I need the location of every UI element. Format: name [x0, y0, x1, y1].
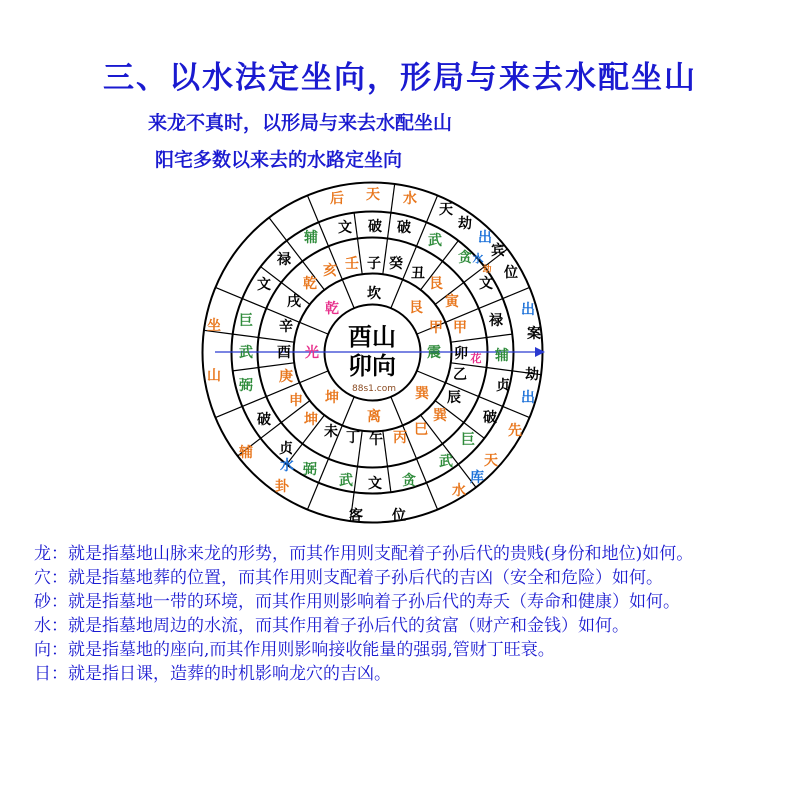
ring3-label: 文	[338, 220, 352, 236]
ring3-label: 巨	[239, 313, 253, 329]
divider-line	[307, 483, 318, 510]
notes-section	[34, 542, 784, 686]
ring2-label: 辰	[447, 390, 461, 406]
ring2-label: 辛	[279, 319, 293, 335]
ring3-label: 文	[368, 476, 382, 492]
ring3-label: 贞	[496, 378, 510, 394]
note-day: 日：就是指日课，造葬的时机影响龙穴的吉凶。	[34, 664, 391, 684]
divider-line	[479, 299, 503, 309]
ring3-label: 破	[397, 220, 411, 236]
ring3-label: 武	[428, 233, 442, 249]
ring2-label: 巳	[414, 422, 428, 438]
outer-label: 出	[521, 390, 535, 406]
ring3-label: 禄	[277, 252, 291, 268]
outer-label: 位	[504, 265, 518, 281]
divider-line	[388, 213, 391, 239]
note-water: 水：就是指墓地周边的水流，而其作用着子孙后代的贫富（财产和金钱）如何。	[34, 616, 629, 636]
divider-line	[383, 431, 388, 467]
divider-line	[319, 222, 329, 246]
ring2-label: 花	[470, 352, 482, 365]
ring3-label: 贪	[402, 473, 416, 489]
divider-line	[258, 337, 294, 342]
ring2-label: 丑	[411, 266, 425, 282]
ring3-label: 破	[257, 412, 271, 428]
center-line-1: 酉山	[348, 322, 396, 351]
outer-label: 天	[484, 453, 498, 469]
divider-line	[443, 241, 459, 262]
ring2-label: 艮	[429, 276, 443, 292]
outer-label: 辅	[239, 445, 253, 461]
ring2-label: 寅	[445, 294, 459, 310]
divider-line	[354, 467, 357, 493]
divider-line	[319, 459, 329, 483]
divider-line	[479, 397, 503, 407]
outer-label: 天	[439, 202, 453, 218]
ring2-label: 酉	[277, 345, 291, 361]
subtitle-2: 阳宅多数以来去的水路定坐向	[155, 149, 403, 171]
ring2-label: 申	[289, 393, 303, 409]
divider-line	[300, 371, 329, 383]
ring2-label: 庚	[279, 369, 293, 385]
divider-line	[417, 459, 427, 483]
outer-label: 山	[207, 368, 221, 384]
ring3-label: 破	[483, 410, 497, 426]
outer-label: 客	[349, 508, 363, 524]
ring3-label: 贞	[279, 441, 293, 457]
divider-line	[242, 299, 266, 309]
ring3-label: 辅	[495, 348, 509, 364]
divider-line	[354, 213, 357, 239]
divider-line	[307, 195, 318, 222]
divider-line	[487, 334, 513, 337]
divider-line	[342, 397, 354, 426]
divider-line	[215, 406, 242, 417]
ring3-label: 劫	[482, 265, 492, 275]
ring1-label: 艮	[409, 300, 423, 316]
divider-line	[258, 363, 294, 368]
outer-label: 宾	[491, 243, 505, 259]
ring1-label: 震	[427, 345, 441, 361]
divider-line	[269, 218, 287, 241]
ring1-label: 甲	[429, 320, 443, 336]
ring2-label: 甲	[453, 320, 467, 336]
compass-diagram	[200, 180, 545, 525]
outer-label: 天	[366, 187, 380, 203]
divider-line	[426, 483, 437, 510]
ring2-label: 丙	[393, 430, 407, 446]
ring2-label: 卯	[454, 346, 468, 362]
divider-line	[233, 334, 259, 337]
note-sand: 砂：就是指墓地一带的环境，而其作用则影响着子孙后代的寿夭（寿命和健康）如何。	[34, 592, 680, 612]
ring3-label: 弼	[303, 462, 317, 478]
ring1-label: 乾	[325, 301, 339, 317]
ring2-label: 午	[369, 432, 383, 448]
divider-line	[417, 222, 427, 246]
center-line-2: 卯向	[348, 351, 396, 380]
outer-label: 坐	[207, 318, 221, 334]
ring2-label: 巽	[433, 408, 447, 424]
divider-line	[233, 368, 259, 371]
ring3-label: 武	[439, 454, 453, 470]
ring2-label: 壬	[345, 256, 359, 272]
subtitle-1: 来龙不真时，以形局与来去水配坐山	[148, 112, 453, 134]
outer-label: 位	[392, 508, 406, 524]
outer-label: 后	[330, 191, 344, 207]
ring2-label: 癸	[389, 256, 403, 272]
ring3-label: 武	[339, 473, 353, 489]
divider-line	[503, 406, 530, 417]
outer-label: 劫	[458, 216, 472, 232]
axis-arrow-icon	[535, 347, 545, 357]
ring3-label: 库	[470, 470, 484, 486]
ring3-label: 辅	[304, 230, 318, 246]
divider-line	[391, 280, 403, 309]
ring3-label: 贪	[458, 250, 472, 266]
ring2-label: 乾	[303, 276, 317, 292]
ring3-label: 禄	[489, 313, 503, 329]
outer-label: 水	[452, 483, 466, 499]
ring3-label: 武	[239, 345, 253, 361]
divider-line	[391, 184, 395, 213]
divider-line	[487, 368, 513, 371]
ring3-label: 水	[472, 252, 484, 265]
divider-line	[503, 287, 530, 298]
ring3-label: 弼	[239, 378, 253, 394]
ring2-label: 丁	[346, 430, 360, 446]
ring1-label: 坤	[325, 390, 339, 406]
ring3-label: 破	[368, 219, 382, 235]
divider-line	[426, 195, 437, 222]
outer-label: 出	[521, 302, 535, 318]
note-dragon: 龙：就是指墓地山脉来龙的形势，而其作用则支配着子孙后代的贵贱(身份和地位)如何。	[34, 544, 694, 564]
ring2-label: 子	[367, 256, 381, 272]
divider-line	[383, 238, 388, 274]
ring1-label: 离	[367, 409, 381, 425]
divider-line	[300, 322, 329, 334]
ring3-label: 水	[280, 458, 294, 474]
note-cave: 穴：就是指墓地葬的位置，而其作用则支配着子孙后代的吉凶（安全和危险）如何。	[34, 568, 663, 588]
outer-label: 水	[403, 191, 417, 207]
watermark-text: 88s1.com	[352, 384, 396, 394]
ring2-label: 乙	[453, 367, 467, 383]
ring3-label: 文	[479, 276, 493, 292]
outer-label: 卦	[275, 479, 289, 495]
page-title: 三、以水法定坐向，形局与来去水配坐山	[103, 60, 697, 96]
ring3-label: 出	[478, 230, 492, 246]
ring1-label: 巽	[415, 386, 429, 402]
divider-line	[242, 397, 266, 407]
divider-line	[215, 287, 242, 298]
outer-label: 劫	[525, 367, 539, 383]
ring1-label: 光	[305, 345, 319, 361]
divider-line	[391, 397, 403, 426]
outer-label: 案	[527, 326, 541, 342]
outer-label: 先	[508, 423, 522, 439]
ring2-label: 未	[324, 424, 338, 440]
ring2-label: 亥	[323, 263, 337, 279]
divider-line	[388, 467, 391, 493]
ring3-label: 文	[257, 277, 271, 293]
ring2-label: 坤	[304, 412, 318, 428]
note-direction: 向：就是指墓地的座向,而其作用则影响接收能量的强弱,管财丁旺衰。	[34, 640, 555, 660]
divider-line	[342, 280, 354, 309]
ring1-label: 坎	[367, 286, 381, 302]
ring3-label: 巨	[461, 432, 475, 448]
divider-line	[451, 337, 487, 342]
divider-line	[417, 371, 446, 383]
ring2-label: 戌	[287, 294, 301, 310]
